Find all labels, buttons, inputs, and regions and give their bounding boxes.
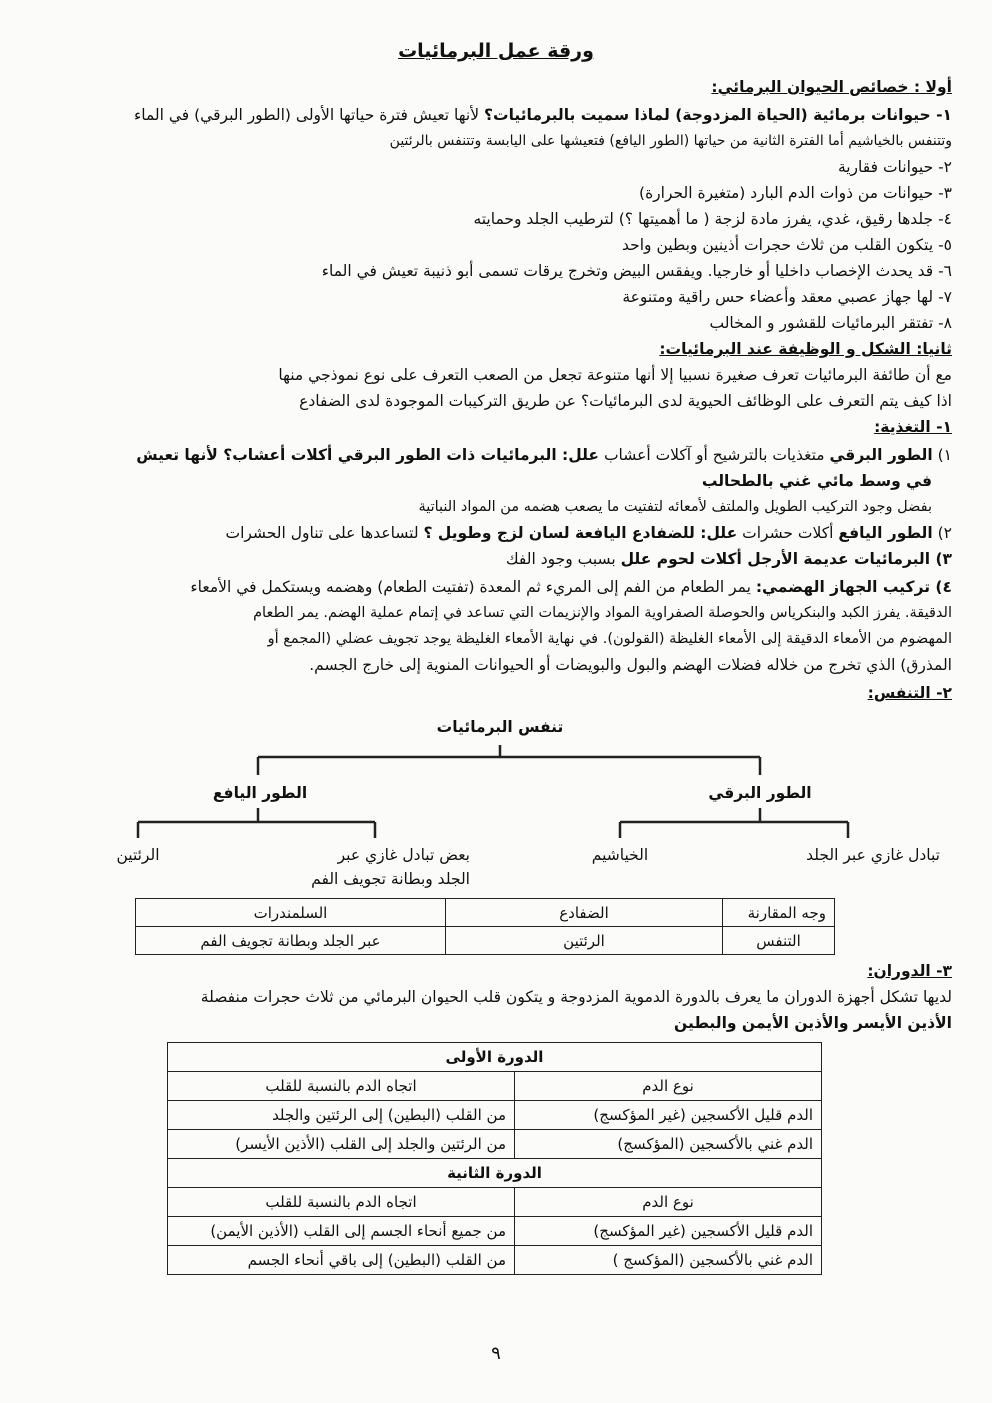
- nutrition-point-2-desc: أكلات حشرات: [737, 524, 839, 542]
- cycle2-r2-type: الدم غني بالأكسجين (المؤكسج ): [515, 1246, 822, 1275]
- nutrition-point-2-question: علل: للضفادع اليافعة لسان لزج وطويل ؟: [423, 524, 738, 542]
- cycle1-r2-dir: من الرئتين والجلد إلى القلب (الأذين الأيسر): [168, 1130, 515, 1159]
- respiration-heading: ٢- التنفس:: [867, 684, 952, 702]
- s1-point-1: [134, 104, 952, 126]
- cycle1-title-row: [168, 1043, 822, 1072]
- s1-point-7: ٧- لها جهاز عصبي معقد وأعضاء حس راقية ومتنوعة: [622, 288, 952, 306]
- comparison-table-row: [136, 927, 835, 955]
- comparison-table: [135, 898, 835, 955]
- comparison-table-header: [136, 899, 835, 927]
- nutrition-heading: ١- التغذية:: [874, 418, 952, 436]
- cycle1-col-dir: اتجاه الدم بالنسبة للقلب: [168, 1072, 515, 1101]
- cycle2-title: الدورة الثانية: [168, 1159, 822, 1188]
- cycle1-r1-dir: من القلب (البطين) إلى الرئتين والجلد: [168, 1101, 515, 1130]
- cycle1-title: الدورة الأولى: [168, 1043, 822, 1072]
- nutrition-point-1-question: علل: البرمائيات ذات الطور البرقي أكلات أعشاب؟ لأنها تعيش: [136, 446, 600, 464]
- section1-heading: أولا : خصائص الحيوان البرمائي:: [711, 78, 952, 96]
- nutrition-point-1: [136, 444, 952, 466]
- cycle2-header-row: [168, 1188, 822, 1217]
- page-number: ٩: [491, 1343, 501, 1364]
- diagram-leaf-skin-mouth-1: بعض تبادل غازي عبر: [337, 846, 470, 864]
- nutrition-point-1-answer: بفضل وجود التركيب الطويل والملتف لأمعائه لتفتيت ما يصعب هضمه من المواد النباتية: [418, 499, 932, 515]
- s1-point-1-answer: لأنها تعيش فترة حياتها الأولى (الطور البرقي) في الماء: [133, 106, 484, 124]
- s1-point-3: ٣- حيوانات من ذوات الدم البارد (متغيرة الحرارة): [639, 184, 952, 202]
- s1-point-2: ٢- حيوانات فقارية: [837, 158, 952, 176]
- nutrition-point-3-answer: بسبب وجود الفك: [505, 550, 621, 568]
- comparison-header-aspect: وجه المقارنة: [723, 899, 835, 927]
- nutrition-point-2-stage: الطور اليافع: [838, 524, 933, 542]
- nutrition-point-1-desc: متغذيات بالترشيح أو آكلات أعشاب: [599, 446, 830, 464]
- diagram-leaf-skin-mouth-2: الجلد وبطانة تجويف الفم: [311, 870, 470, 888]
- diagram-leaf-gills: الخياشيم: [591, 846, 649, 864]
- cycle2-r1-type: الدم قليل الأكسجين (غير المؤكسج): [515, 1217, 822, 1246]
- cycle2-r1-dir: من جميع أنحاء الجسم إلى القلب (الأذين الأيمن): [168, 1217, 515, 1246]
- s1-point-1-question: ١- حيوانات برمائية (الحياة المزدوجة) لماذا سميت بالبرمائيات؟: [484, 106, 952, 124]
- nutrition-point-4-line4: المذرق) الذي تخرج من خلاله فضلات الهضم والبول والبويضات أو الحيوانات المنوية إلى خارج الجسم.: [309, 656, 952, 674]
- nutrition-point-4: [190, 576, 952, 598]
- comparison-header-frogs: الضفادع: [446, 899, 723, 927]
- cycle2-col-dir: اتجاه الدم بالنسبة للقلب: [168, 1188, 515, 1217]
- nutrition-point-3: [506, 548, 952, 570]
- s1-point-1-cont: وتتنفس بالخياشيم أما الفترة الثانية من حياتها (الطور اليافع) فتعيشها على اليابسة وتتنفس بالرئتين: [389, 133, 952, 149]
- diagram-root: تنفس البرمائيات: [436, 718, 564, 736]
- diagram-branch-larval: الطور البرقي: [708, 784, 812, 802]
- circulation-heading: ٣- الدوران:: [867, 962, 952, 980]
- s2-intro-2: اذا كيف يتم التعرف على الوظائف الحيوية لدى البرمائيات؟ عن طريق التركيبات الموجودة لدى الضفادع: [299, 392, 952, 410]
- s1-point-4: ٤- جلدها رقيق، غدي، يفرز مادة لزجة ( ما أهميتها ؟) لترطيب الجلد وحمايته: [473, 210, 952, 228]
- cycle1-header-row: [168, 1072, 822, 1101]
- diagram-branch-adult: الطور اليافع: [212, 784, 308, 802]
- circulation-text-1: لديها تشكل أجهزة الدوران ما يعرف بالدورة الدموية المزدوجة و يتكون قلب الحيوان البرمائي من ثلاث حجرات منفصلة: [200, 988, 952, 1006]
- s1-point-5: ٥- يتكون القلب من ثلاث حجرات أذينين وبطين واحد: [622, 236, 952, 254]
- nutrition-point-1-cont: في وسط مائي غني بالطحالب: [701, 472, 932, 490]
- diagram-leaf-skin: تبادل غازي عبر الجلد: [806, 846, 940, 864]
- circulation-table: [167, 1042, 822, 1275]
- s2-intro-1: مع أن طائفة البرمائيات تعرف صغيرة نسبيا إلا أنها متنوعة تجعل من الصعب التعرف على نوع نموذجي منها: [278, 366, 952, 384]
- comparison-row-frogs: الرئتين: [446, 927, 723, 955]
- cycle2-col-type: نوع الدم: [515, 1188, 822, 1217]
- nutrition-point-2: [225, 522, 952, 544]
- table-row: [168, 1217, 822, 1246]
- circulation-text-2: الأذين الأيسر والأذين الأيمن والبطين: [674, 1014, 952, 1032]
- nutrition-point-3-question: ٣) البرمائيات عديمة الأرجل أكلات لحوم علل: [620, 550, 952, 568]
- section2-heading: ثانيا: الشكل و الوظيفة عند البرمائيات:: [659, 340, 952, 358]
- nutrition-point-2-answer: لتساعدها على تناول الحشرات: [225, 524, 424, 542]
- comparison-row-aspect: التنفس: [723, 927, 835, 955]
- cycle1-r1-type: الدم قليل الأكسجين (غير المؤكسج): [515, 1101, 822, 1130]
- table-row: [168, 1130, 822, 1159]
- table-row: [168, 1101, 822, 1130]
- cycle2-title-row: [168, 1159, 822, 1188]
- diagram-leaf-lungs: الرئتين: [116, 846, 160, 864]
- nutrition-point-2-num: ٢): [932, 524, 952, 542]
- s1-point-6: ٦- قد يحدث الإخصاب داخليا أو خارجيا. ويفقس البيض وتخرج يرقات تسمى أبو ذنيبة تعيش في الماء: [321, 262, 952, 280]
- table-row: [168, 1246, 822, 1275]
- comparison-header-salamanders: السلمندرات: [136, 899, 446, 927]
- nutrition-point-1-num: ١): [932, 446, 952, 464]
- nutrition-point-4-line2: الدقيقة. يفرز الكبد والبنكرياس والحوصلة الصفراوية المواد والإنزيمات التي تساعد في إتمام عملية الهضم. يمر الطعام: [253, 605, 952, 621]
- nutrition-point-4-text: يمر الطعام من الفم إلى المريء ثم المعدة (تفتيت الطعام) وهضمه ويستكمل في الأمعاء: [190, 578, 756, 596]
- nutrition-point-1-stage: الطور البرقي: [829, 446, 933, 464]
- cycle1-col-type: نوع الدم: [515, 1072, 822, 1101]
- nutrition-point-4-title: ٤) تركيب الجهاز الهضمي:: [755, 578, 952, 596]
- nutrition-point-4-line3: المهضوم من الأمعاء الدقيقة إلى الأمعاء الغليظة (القولون). في نهاية الأمعاء الغليظة يوجد تجويف عضلي (المجمع أو: [267, 631, 952, 647]
- s1-point-8: ٨- تفتقر البرمائيات للقشور و المخالب: [709, 314, 952, 332]
- cycle1-r2-type: الدم غني بالأكسجين (المؤكسج): [515, 1130, 822, 1159]
- cycle2-r2-dir: من القلب (البطين) إلى باقي أنحاء الجسم: [168, 1246, 515, 1275]
- page-title: ورقة عمل البرمائيات: [398, 40, 594, 62]
- comparison-row-salamanders: عبر الجلد وبطانة تجويف الفم: [136, 927, 446, 955]
